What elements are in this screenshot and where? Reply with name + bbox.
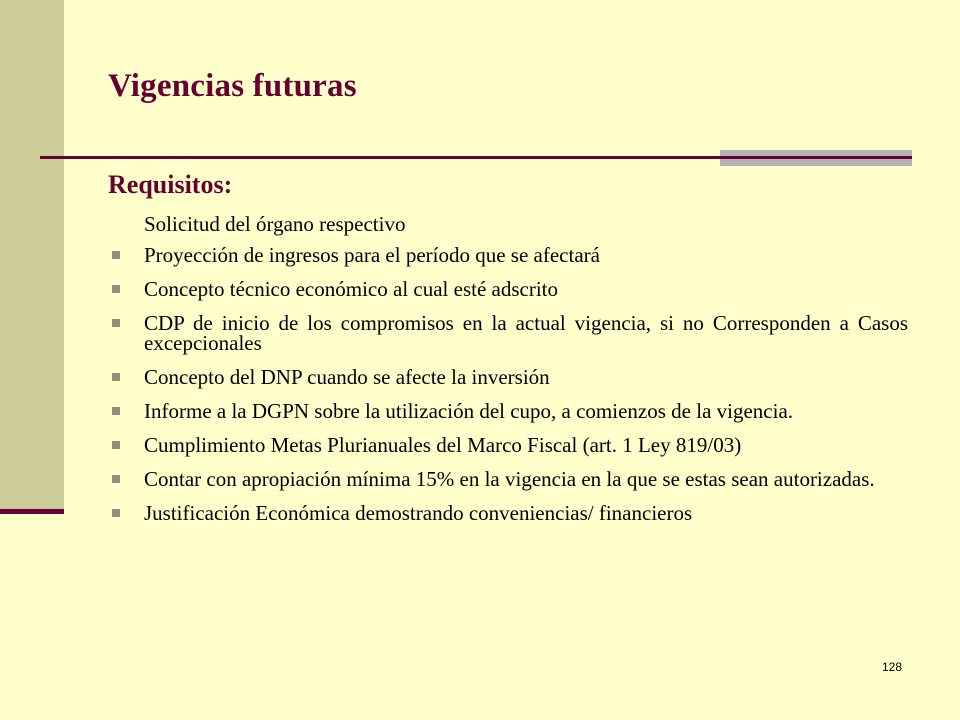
side-band [0, 0, 64, 514]
square-bullet-icon [112, 285, 120, 293]
list-item-text: Informe a la DGPN sobre la utilización del cupo, a comienzos de la vigencia. [144, 399, 794, 423]
square-bullet-icon [112, 475, 120, 483]
square-bullet-icon [112, 509, 120, 517]
square-bullet-icon [112, 407, 120, 415]
list-item-text: CDP de inicio de los compromisos en la actual vigencia, si no Corresponden a Casos excepcionales [144, 311, 908, 355]
side-band-accent [0, 509, 64, 514]
list-item [108, 401, 908, 421]
list-item [108, 245, 908, 265]
list-item [108, 435, 908, 455]
list-item-text: Concepto del DNP cuando se afecte la inversión [144, 365, 550, 389]
first-line: Solicitud del órgano respectivo [144, 212, 406, 236]
list-item [108, 469, 908, 489]
list-item-text: Proyección de ingresos para el período que se afectará [144, 243, 600, 267]
list-item [108, 367, 908, 387]
square-bullet-icon [112, 319, 120, 327]
square-bullet-icon [112, 373, 120, 381]
list-item-text: Concepto técnico económico al cual esté adscrito [144, 277, 559, 301]
square-bullet-icon [112, 251, 120, 259]
list-item [108, 279, 908, 299]
bullet-list [108, 245, 908, 537]
slide-subtitle: Requisitos: [108, 170, 233, 199]
list-item-text: Contar con apropiación mínima 15% en la vigencia en la que se estas sean autorizadas. [144, 467, 875, 491]
list-item [108, 313, 908, 353]
slide-title: Vigencias futuras [108, 68, 357, 104]
page-number: 128 [882, 660, 903, 674]
list-item-text: Justificación Económica demostrando conveniencias/ financieros [144, 501, 693, 525]
list-item [108, 503, 908, 523]
title-divider-accent [720, 150, 912, 166]
square-bullet-icon [112, 441, 120, 449]
list-item-text: Cumplimiento Metas Plurianuales del Marco Fiscal (art. 1 Ley 819/03) [144, 433, 742, 457]
